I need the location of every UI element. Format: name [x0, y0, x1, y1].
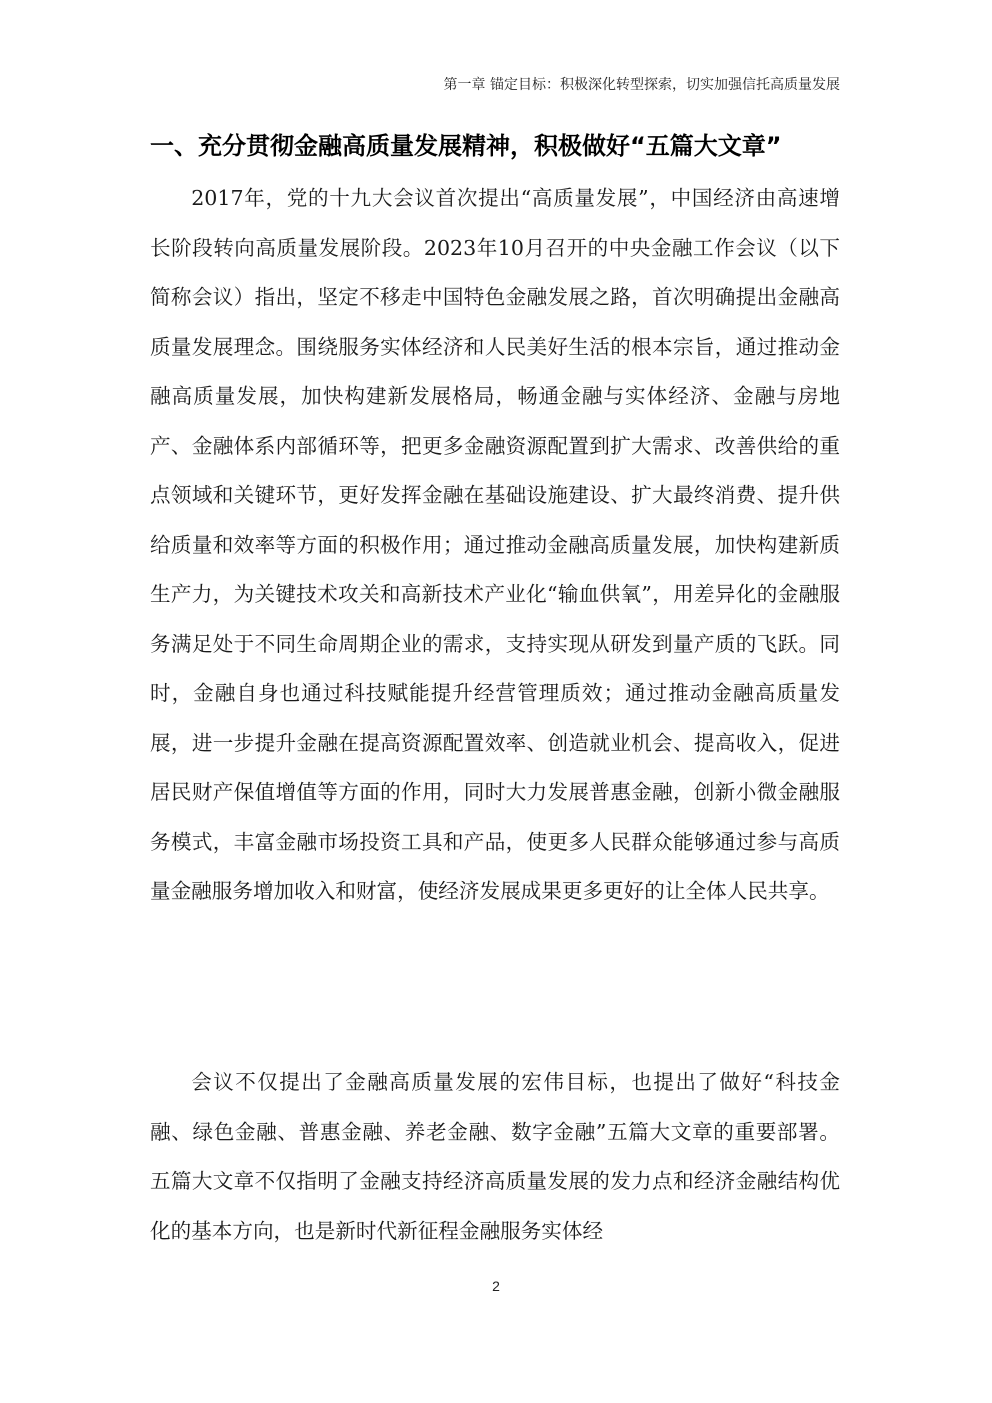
- section-heading: 一、充分贯彻金融高质量发展精神，积极做好“五篇大文章”: [150, 132, 782, 160]
- page-number: 2: [492, 1278, 500, 1294]
- running-header: 第一章 锚定目标：积极深化转型探索，切实加强信托高质量发展: [443, 77, 840, 93]
- body-paragraph-1: 2017年，党的十九大会议首次提出“高质量发展”，中国经济由高速增长阶段转向高质量发展阶段。2023年10月召开的中央金融工作会议（以下简称会议）指出，坚定不移走中国特色金融发展之路，首次明确提出金融高质量发展理念。围绕服务实体经济和人民美好生活的根本宗旨，通过推动金融高质量发展，加快构建新发展格局，畅通金融与实体经济、金融与房地产、金融体系内部循环等，把更多金融资源配置到扩大需求、改善供给的重点领域和关键环节，更好发挥金融在基础设施建设、扩大最终消费、提升供给质量和效率等方面的积极作用；通过推动金融高质量发展，加快构建新质生产力，为关键技术攻关和高新技术产业化“输血供氧”，用差异化的金融服务满足处于不同生命周期企业的需求，支持实现从研发到量产质的飞跃。同时，金融自身也通过科技赋能提升经营管理质效；通过推动金融高质量发展，进一步提升金融在提高资源配置效率、创造就业机会、提高收入，促进居民财产保值增值等方面的作用，同时大力发展普惠金融，创新小微金融服务模式，丰富金融市场投资工具和产品，使更多人民群众能够通过参与高质量金融服务增加收入和财富，使经济发展成果更多更好的让全体人民共享。: [150, 186, 840, 903]
- body-paragraph-2: 会议不仅提出了金融高质量发展的宏伟目标，也提出了做好“科技金融、绿色金融、普惠金融、养老金融、数字金融”五篇大文章的重要部署。五篇大文章不仅指明了金融支持经济高质量发展的发力点和经济金融结构优化的基本方向，也是新时代新征程金融服务实体经: [150, 1070, 840, 1243]
